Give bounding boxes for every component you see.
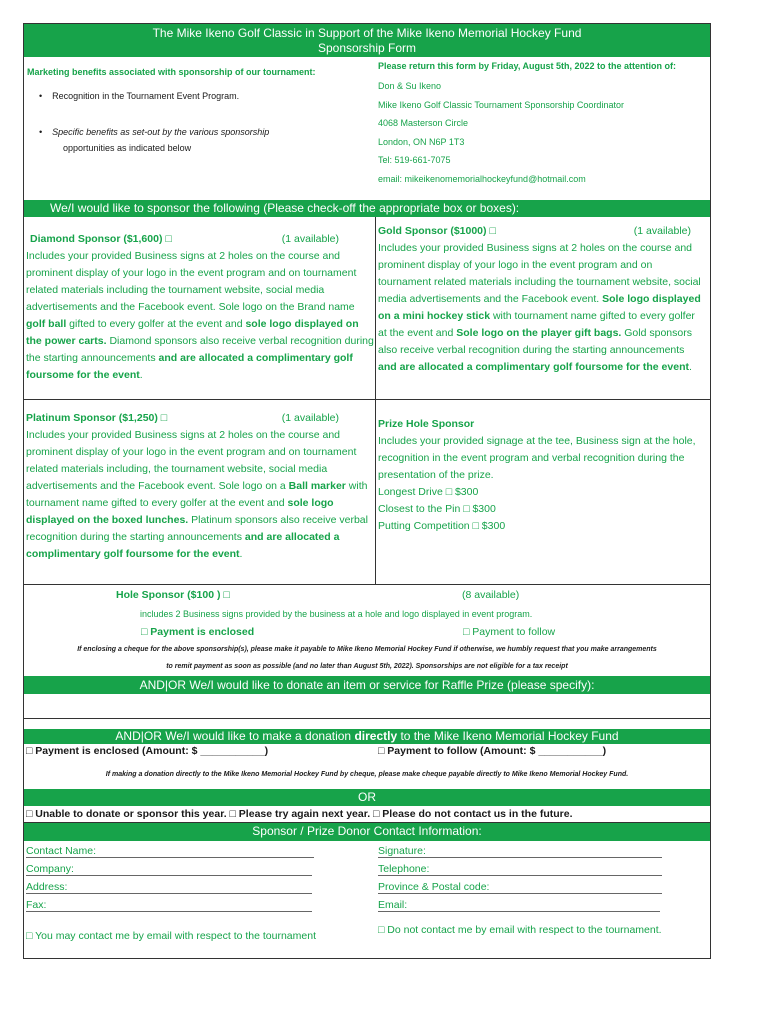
diamond-availability: (1 available) xyxy=(281,233,339,245)
return-email[interactable]: email: mikeikenomemorialhockeyfund@hotmail.com xyxy=(378,173,586,184)
hole-title[interactable]: Hole Sponsor ($100 ) □ xyxy=(116,589,230,601)
prize-longest-drive[interactable]: Longest Drive □ $300 xyxy=(378,486,479,498)
prize-description: Includes your provided signage at the tee, Business sign at the hole, recognition in the event program and verbal recognition during the presentation of the prize. xyxy=(378,435,696,481)
return-name: Don & Su Ikeno xyxy=(378,81,442,91)
marketing-bullet-2-cont: opportunities as indicated below xyxy=(63,143,192,153)
form-subtitle: Sponsorship Form xyxy=(317,41,417,55)
form-header xyxy=(24,24,710,57)
platinum-availability: (1 available) xyxy=(281,412,339,424)
prize-hole-sponsor[interactable] xyxy=(376,400,710,584)
sponsor-bar: We/I would like to sponsor the following (Please check-off the appropriate box or boxes): xyxy=(24,200,710,217)
province-field[interactable]: Province & Postal code: xyxy=(378,881,662,894)
gold-description: Includes your provided Business signs at 2 holes on the course and prominent display of your logo in the event program and on tournament related materials including the tournament website, social media advertisements and the Facebook event. Sole logo displayed on a mini hockey stick with tournament name gifted to every golfer at the event and Sole logo on the player gift bags. Gold sponsors also receive verbal recognition during the starting announcements and are allocated a complimentary golf foursome for the event. xyxy=(378,242,701,373)
contact-bar: Sponsor / Prize Donor Contact Information: xyxy=(24,823,710,841)
top-tier-row xyxy=(24,217,710,400)
intro-section xyxy=(24,57,710,200)
hole-note-2: to remit payment as soon as possible (and no later than August 5th, 2022). Sponsorships are not eligible for a tax receipt xyxy=(166,663,568,670)
raffle-input[interactable] xyxy=(24,694,710,719)
donation-bar: AND|OR We/I would like to make a donation directly to the Mike Ikeno Memorial Hockey Fund xyxy=(24,729,710,744)
marketing-heading: Marketing benefits associated with sponsorship of our tournament: xyxy=(27,67,316,77)
gold-sponsor[interactable] xyxy=(376,217,710,399)
telephone-field[interactable]: Telephone: xyxy=(378,863,662,876)
hole-payment-follow[interactable]: □ Payment to follow xyxy=(463,626,556,638)
return-city: London, ON N6P 1T3 xyxy=(378,136,465,147)
diamond-title[interactable]: Diamond Sponsor ($1,600) □ xyxy=(30,233,172,245)
donation-payment-follow[interactable]: □ Payment to follow (Amount: $ ___________) xyxy=(378,745,607,757)
marketing-bullet-2: • Specific benefits as set-out by the various sponsorship xyxy=(39,127,270,137)
form-title: The Mike Ikeno Golf Classic in Support of the Mike Ikeno Memorial Hockey Fund xyxy=(152,26,582,40)
contact-section xyxy=(24,841,710,958)
diamond-description: Includes your provided Business signs at 2 holes on the course and prominent display of your logo in the event program and on tournament related materials including the tournament website, social media advertisements and the Facebook event. Sole logo on the Brand name golf ball gifted to every golfer at the event and sole logo displayed on the power carts. Diamond sponsors also receive verbal recognition during the starting announcements and are allocated a complimentary golf foursome for the event. xyxy=(26,250,374,381)
fax-field[interactable]: Fax: xyxy=(26,899,312,912)
hole-sponsor-section xyxy=(24,585,710,676)
return-street: 4068 Masterson Circle xyxy=(378,118,469,128)
contact-name-field[interactable]: Contact Name: xyxy=(26,845,314,858)
platinum-title[interactable]: Platinum Sponsor ($1,250) □ xyxy=(26,412,168,424)
return-heading: Please return this form by Friday, August 5th, 2022 to the attention of: xyxy=(378,61,677,71)
email-field[interactable]: Email: xyxy=(378,899,660,912)
raffle-bar: AND|OR We/I would like to donate an item or service for Raffle Prize (please specify): xyxy=(24,676,710,694)
hole-availability: (8 available) xyxy=(462,589,520,601)
may-contact-option[interactable]: □ You may contact me by email with respect to the tournament xyxy=(26,930,316,942)
donation-section xyxy=(24,744,710,771)
unable-options[interactable]: □ Unable to donate or sponsor this year. □ Please try again next year. □ Please do not contact us in the future. xyxy=(24,806,710,823)
signature-field[interactable]: Signature: xyxy=(378,845,662,858)
gold-title[interactable]: Gold Sponsor ($1000) □ xyxy=(378,225,496,237)
prize-putting[interactable]: Putting Competition □ $300 xyxy=(378,520,506,532)
diamond-sponsor[interactable] xyxy=(24,217,376,399)
company-field[interactable]: Company: xyxy=(26,863,312,876)
hole-description: includes 2 Business signs provided by the business at a hole and logo displayed in event program. xyxy=(140,609,533,619)
donation-payment-enclosed[interactable]: □ Payment is enclosed (Amount: $ ___________) xyxy=(26,745,269,757)
marketing-benefits xyxy=(24,57,376,200)
donation-note: If making a donation directly to the Mike Ikeno Memorial Hockey Fund by cheque, please make cheque payable directly to Mike Ikeno Memorial Hockey Fund. xyxy=(105,771,629,778)
return-role: Mike Ikeno Golf Classic Tournament Sponsorship Coordinator xyxy=(378,99,624,110)
bullet-icon: • xyxy=(39,91,53,101)
sponsorship-form xyxy=(23,23,711,959)
marketing-bullet-1: • Recognition in the Tournament Event Program. xyxy=(39,91,240,101)
or-bar: OR xyxy=(24,789,710,806)
prize-title: Prize Hole Sponsor xyxy=(378,418,475,430)
return-address xyxy=(376,57,710,200)
second-tier-row xyxy=(24,400,710,585)
address-field[interactable]: Address: xyxy=(26,881,312,894)
platinum-description: Includes your provided Business signs at 2 holes on the course and prominent display of your logo in the event program and on tournament related materials including, the tournament website, social media advertisements and the Facebook event. Sole logo on a Ball marker with tournament name gifted to every golfer at the event and sole logo displayed on the boxed lunches. Platinum sponsors also receive verbal recognition during the starting announcements and are allocated a complimentary golf foursome for the event. xyxy=(26,429,368,560)
hole-note-1: If enclosing a cheque for the above sponsorship(s), please make it payable to Mike Ikeno Memorial Hockey Fund if otherwise, we humbly request that you make arrangements xyxy=(77,646,657,653)
platinum-sponsor[interactable] xyxy=(24,400,376,584)
bullet-icon: • xyxy=(39,127,53,137)
no-contact-option[interactable]: □ Do not contact me by email with respect to the tournament. xyxy=(378,924,662,936)
return-tel: Tel: 519-661-7075 xyxy=(378,155,451,165)
hole-payment-enclosed[interactable]: □ Payment is enclosed xyxy=(141,626,255,638)
prize-closest-pin[interactable]: Closest to the Pin □ $300 xyxy=(378,503,496,515)
gold-availability: (1 available) xyxy=(633,225,691,237)
